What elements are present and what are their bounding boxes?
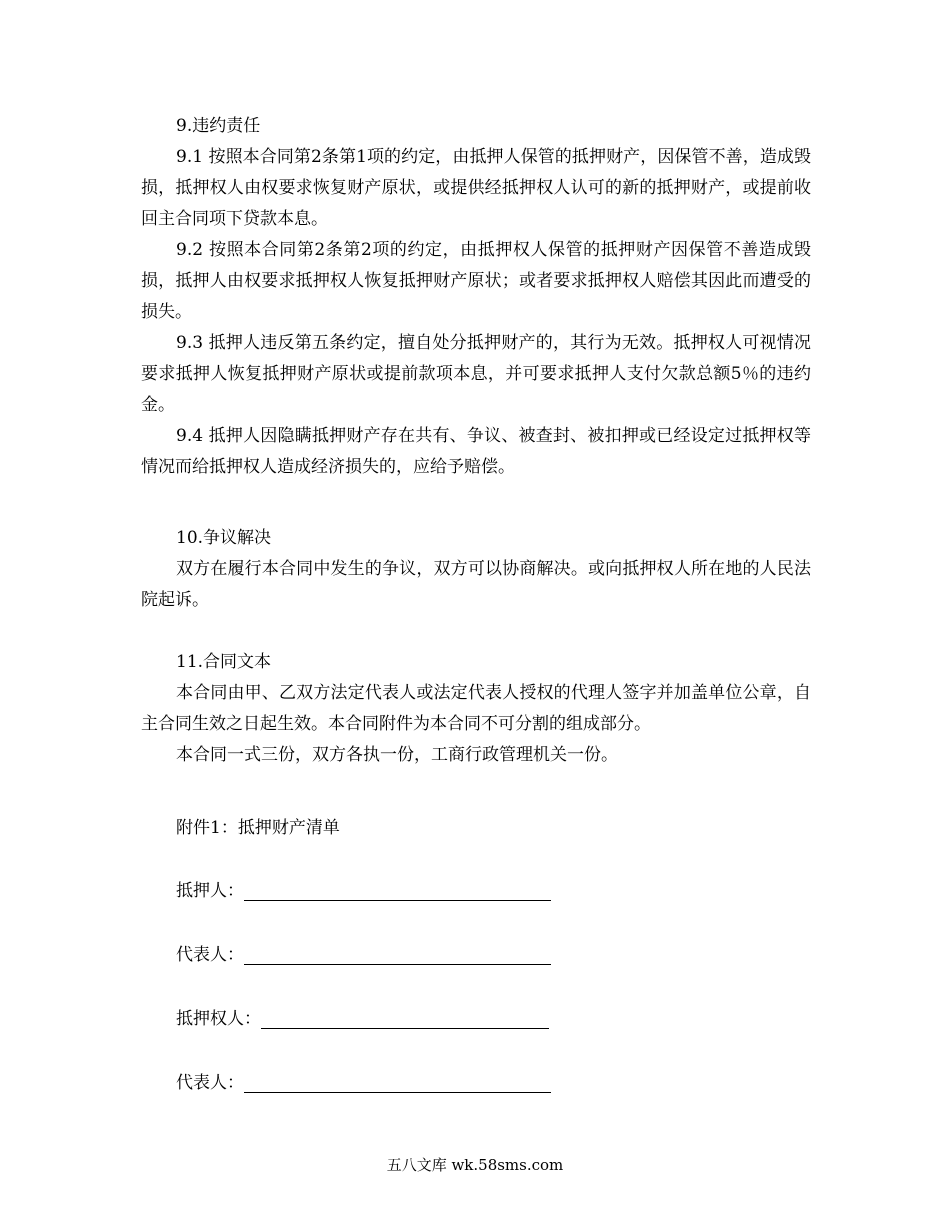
signature-mortgagor-line — [244, 880, 551, 901]
clause-9-3: 9.3 抵押人违反第五条约定，擅自处分抵押财产的，其行为无效。抵押权人可视情况要求抵押人恢复抵押财产原状或提前款项本息，并可要求抵押人支付欠款总额5％的违约金。 — [141, 333, 811, 415]
signature-representative-2 — [176, 1067, 551, 1093]
signature-mortgagee — [176, 1003, 549, 1029]
signature-representative-1-label: 代表人： — [176, 945, 244, 965]
clause-10-1: 双方在履行本合同中发生的争议，双方可以协商解决。或向抵押权人所在地的人民法院起诉。 — [141, 559, 811, 610]
attachment-line — [141, 813, 811, 844]
signature-mortgagor — [176, 875, 551, 901]
clause-11-1: 本合同由甲、乙双方法定代表人或法定代表人授权的代理人签字并加盖单位公章，自主合同生效之日起生效。本合同附件为本合同不可分割的组成部分。 — [141, 683, 811, 734]
section-11-title: 11.合同文本 — [176, 652, 272, 672]
clause-11-2: 本合同一式三份，双方各执一份，工商行政管理机关一份。 — [176, 745, 618, 765]
section-11 — [141, 647, 811, 771]
section-9-title: 9.违约责任 — [176, 116, 261, 136]
signature-representative-1-line — [244, 944, 551, 965]
section-10 — [141, 523, 811, 616]
section-9 — [141, 111, 811, 483]
signature-representative-2-label: 代表人： — [176, 1073, 244, 1093]
signature-representative-1 — [176, 939, 551, 965]
signature-mortgagee-label: 抵押权人： — [176, 1009, 261, 1029]
clause-9-2: 9.2 按照本合同第2条第2项的约定，由抵押权人保管的抵押财产因保管不善造成毁损，抵押人由权要求抵押权人恢复抵押财产原状；或者要求抵押权人赔偿其因此而遭受的损失。 — [141, 240, 811, 322]
page-footer: 五八文库 wk.58sms.com — [386, 1156, 564, 1174]
attachment-label: 附件1：抵押财产清单 — [176, 818, 340, 838]
signature-mortgagor-label: 抵押人： — [176, 881, 244, 901]
signature-representative-2-line — [244, 1072, 551, 1093]
section-10-title: 10.争议解决 — [176, 528, 272, 548]
signature-mortgagee-line — [261, 1008, 549, 1029]
clause-9-1: 9.1 按照本合同第2条第1项的约定，由抵押人保管的抵押财产，因保管不善，造成毁损，抵押权人由权要求恢复财产原状，或提供经抵押权人认可的新的抵押财产，或提前收回主合同项下贷款本息。 — [141, 147, 811, 229]
clause-9-4: 9.4 抵押人因隐瞒抵押财产存在共有、争议、被查封、被扣押或已经设定过抵押权等情况而给抵押权人造成经济损失的，应给予赔偿。 — [141, 426, 811, 477]
